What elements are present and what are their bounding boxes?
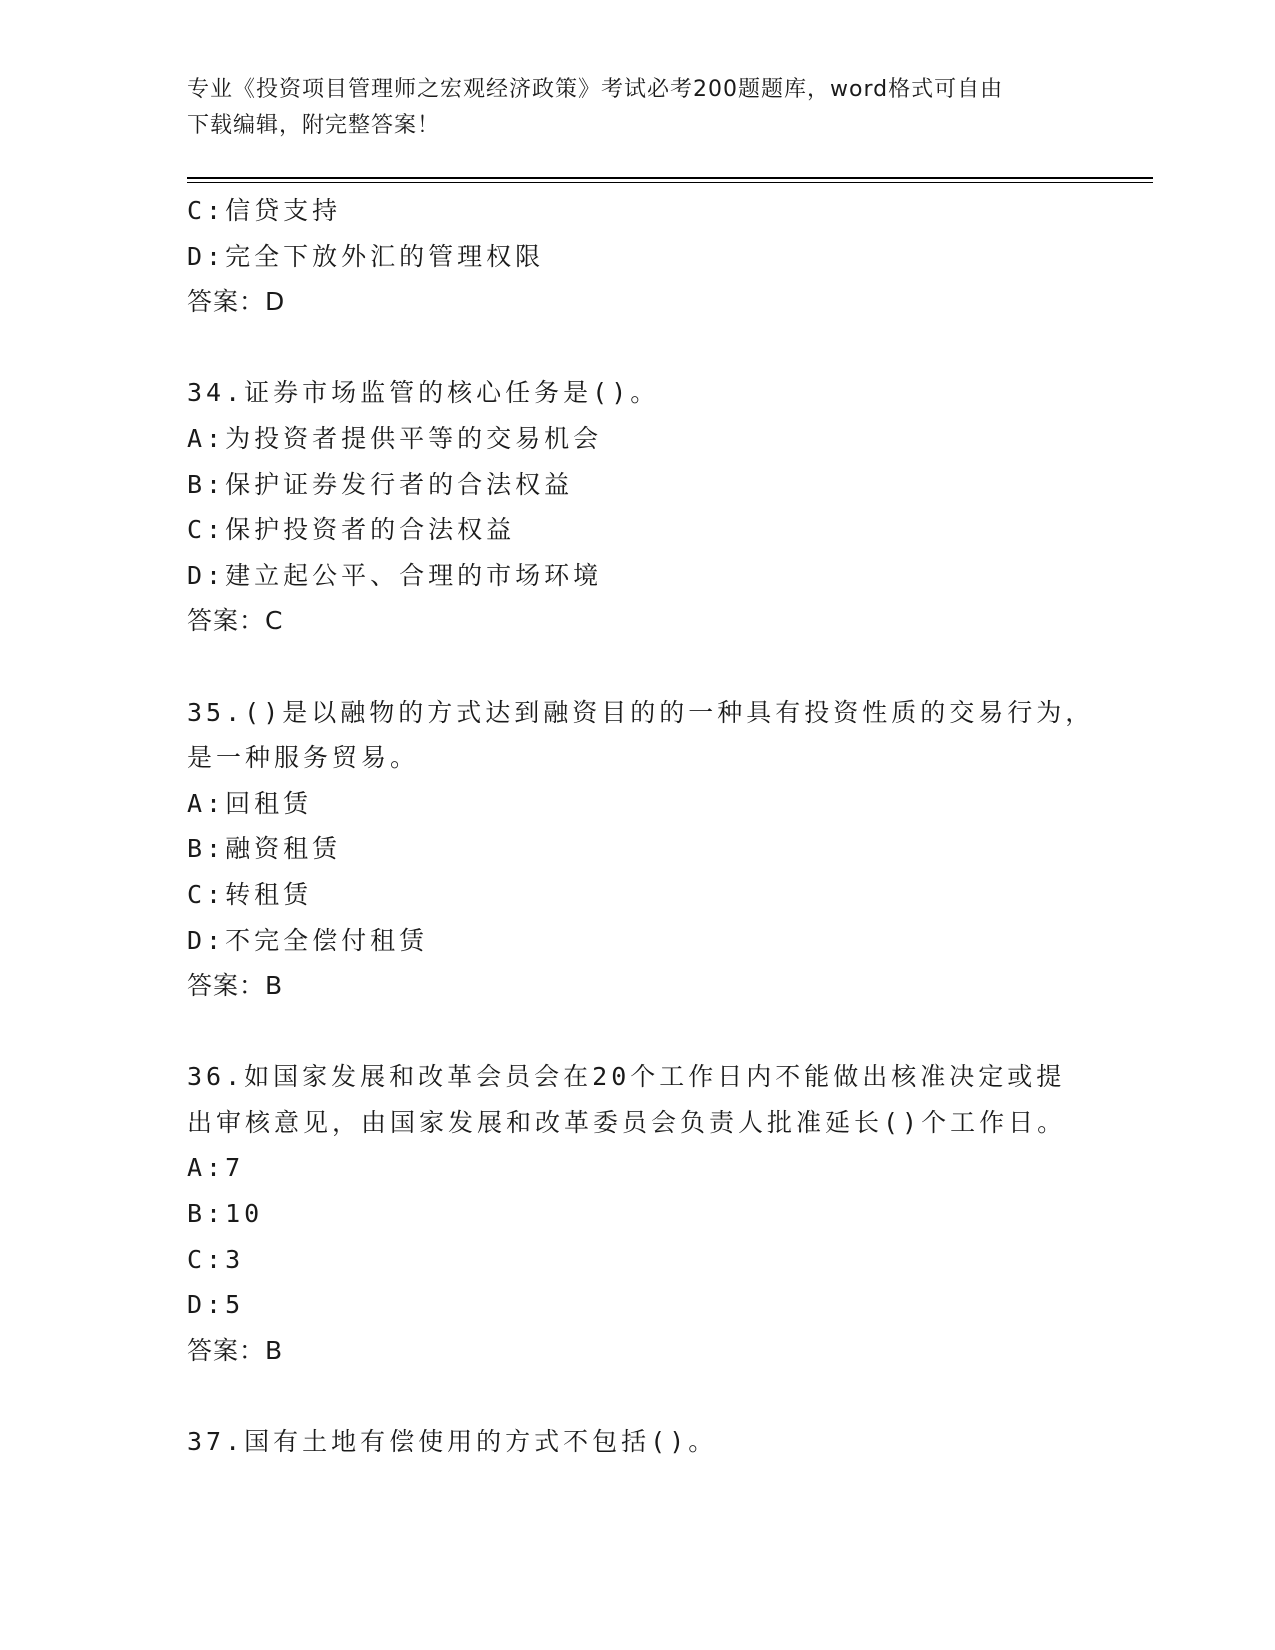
question-block-previous [187,188,1087,325]
spacer [187,1373,1087,1419]
option-c: C:转租赁 [187,879,313,909]
question-list [187,188,1095,1465]
question-stem-continued: 出审核意见，由国家发展和改革委员会负责人批准延长()个工作日。 [187,1107,1067,1137]
document-header [187,72,1067,144]
option-a: A:回租赁 [187,788,313,818]
answer-line: 答案：B [187,1335,284,1365]
option-d: D:5 [187,1290,245,1320]
header-rule-thick [187,177,1153,179]
option-d: D:完全下放外汇的管理权限 [187,241,545,271]
option-c: C:信贷支持 [187,196,342,225]
question-block-35 [187,690,1095,1009]
answer-line: 答案：D [187,287,286,317]
question-stem: 35.()是以融物的方式达到融资目的的一种具有投资性质的交易行为， [187,697,1095,727]
option-b: B:10 [187,1199,264,1229]
question-stem-continued: 是一种服务贸易。 [187,743,420,773]
option-b: B:融资租赁 [187,834,342,864]
answer-line: 答案：B [187,971,284,1001]
spacer [187,325,1087,371]
header-rule-thin [187,182,1153,183]
header-line-1: 专业《投资项目管理师之宏观经济政策》考试必考200题题库，word格式可自由 [187,77,1004,102]
option-c: C:保护投资者的合法权益 [187,515,516,545]
option-b: B:保护证券发行者的合法权益 [187,469,574,499]
option-a: A:7 [187,1153,245,1183]
option-d: D:建立起公平、合理的市场环境 [187,560,603,590]
header-line-2: 下载编辑，附完整答案！ [187,113,441,138]
question-stem: 36.如国家发展和改革会员会在20个工作日内不能做出核准决定或提 [187,1062,1066,1092]
spacer [187,1009,1087,1055]
question-block-37 [187,1419,1087,1465]
question-stem: 34.证券市场监管的核心任务是()。 [187,378,660,408]
spacer [187,644,1087,690]
answer-line: 答案：C [187,606,284,636]
option-c: C:3 [187,1244,245,1274]
question-block-36 [187,1054,1087,1373]
option-a: A:为投资者提供平等的交易机会 [187,423,603,453]
option-d: D:不完全偿付租赁 [187,925,429,955]
question-stem: 37.国有土地有偿使用的方式不包括()。 [187,1427,718,1457]
question-block-34 [187,370,1087,644]
